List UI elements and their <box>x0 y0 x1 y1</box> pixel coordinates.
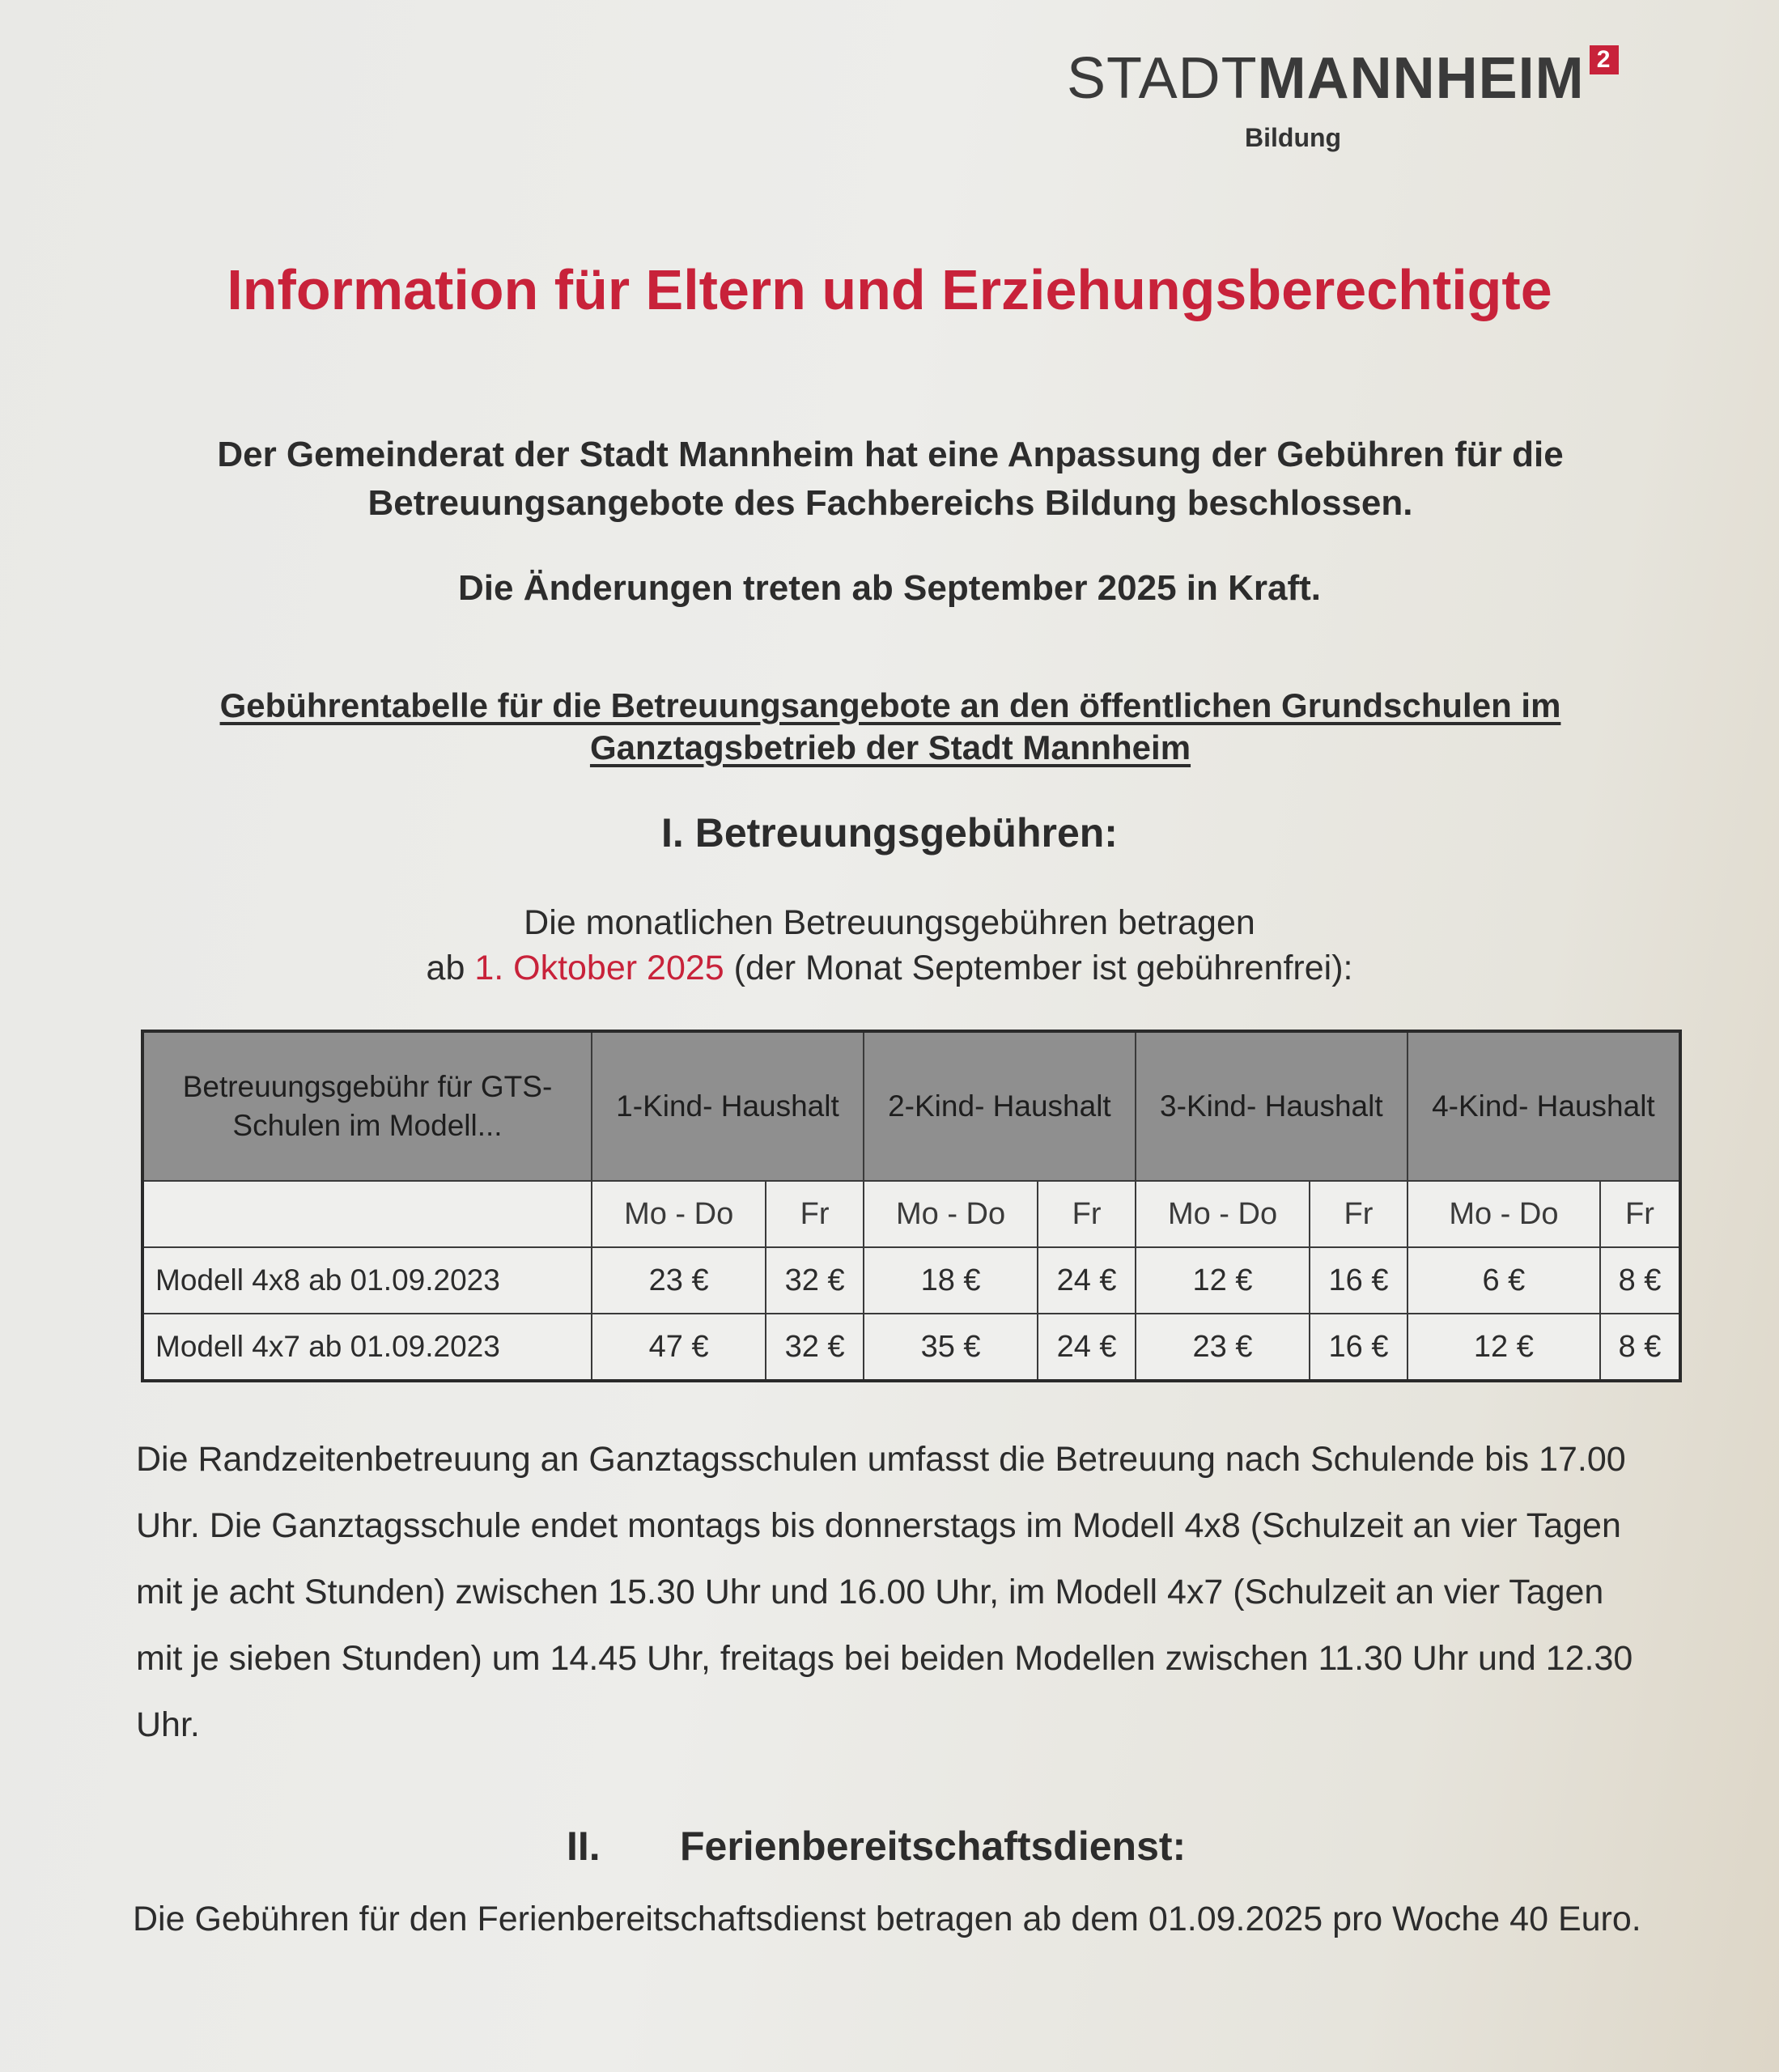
day-header: Mo - Do <box>1407 1181 1600 1247</box>
day-header: Fr <box>1600 1181 1680 1247</box>
household-header: 2-Kind- Haushalt <box>864 1031 1136 1181</box>
day-header: Mo - Do <box>1136 1181 1310 1247</box>
section-title: Ferienbereitschaftsdienst: <box>680 1824 1187 1869</box>
logo-wordmark <box>1067 42 1633 115</box>
fee-cell: 8 € <box>1600 1314 1680 1381</box>
fee-cell: 18 € <box>864 1247 1038 1314</box>
stadt-mannheim-logo <box>1067 42 1633 152</box>
section-heading-care-fees: I. Betreuungsgebühren: <box>661 810 1118 856</box>
table-row <box>142 1247 1680 1314</box>
holiday-service-paragraph: Die Gebühren für den Ferienbereitschaftsdienst betragen ab dem 01.09.2025 pro Woche 40 Euro. <box>133 1900 1641 1938</box>
section-heading-holiday-service <box>567 1823 1186 1870</box>
monthly-prefix: ab <box>426 949 475 987</box>
household-header: 1-Kind- Haushalt <box>592 1031 864 1181</box>
effective-date-notice: Die Änderungen treten ab September 2025 in Kraft. <box>457 568 1322 608</box>
days-row <box>142 1181 1680 1247</box>
fee-cell: 8 € <box>1600 1247 1680 1314</box>
page-title: Information für Eltern und Erziehungsberechtigte <box>227 258 1552 321</box>
row-label: Modell 4x7 ab 01.09.2023 <box>142 1314 592 1381</box>
monthly-start-date: 1. Oktober 2025 <box>474 949 724 987</box>
day-header: Mo - Do <box>864 1181 1038 1247</box>
fee-cell: 35 € <box>864 1314 1038 1381</box>
monthly-fees-intro <box>0 900 1779 991</box>
fee-cell: 16 € <box>1310 1314 1407 1381</box>
logo-subtitle: Bildung <box>1245 123 1342 152</box>
monthly-line-1: Die monatlichen Betreuungsgebühren betragen <box>524 903 1255 942</box>
monthly-suffix: (der Monat September ist gebührenfrei): <box>724 949 1353 987</box>
fee-cell: 23 € <box>1136 1314 1310 1381</box>
day-header: Fr <box>1038 1181 1136 1247</box>
day-header: Fr <box>1310 1181 1407 1247</box>
fee-cell: 24 € <box>1038 1247 1136 1314</box>
logo-word-stadt: STADT <box>1067 46 1258 111</box>
fee-table-title: Gebührentabelle für die Betreuungsangebote an den öffentlichen Grundschulen im Ganztagsbetrieb der Stadt Mannheim <box>219 686 1561 766</box>
row-label: Modell 4x8 ab 01.09.2023 <box>142 1247 592 1314</box>
monthly-line-2 <box>0 945 1779 991</box>
fee-cell: 23 € <box>592 1247 766 1314</box>
fee-table-header-row <box>142 1031 1680 1181</box>
section-number: II. <box>567 1824 601 1869</box>
day-header: Mo - Do <box>592 1181 766 1247</box>
fee-cell: 32 € <box>766 1314 864 1381</box>
logo-word-mannheim: MANNHEIM <box>1257 46 1585 111</box>
day-header: Fr <box>766 1181 864 1247</box>
fee-cell: 24 € <box>1038 1314 1136 1381</box>
fee-cell: 32 € <box>766 1247 864 1314</box>
fee-table-corner-header: Betreuungsgebühr für GTS-Schulen im Modell... <box>142 1031 592 1181</box>
fee-cell: 12 € <box>1136 1247 1310 1314</box>
household-header: 3-Kind- Haushalt <box>1136 1031 1407 1181</box>
fee-cell: 16 € <box>1310 1247 1407 1314</box>
extended-care-paragraph: Die Randzeitenbetreuung an Ganztagsschulen umfasst die Betreuung nach Schulende bis 17.00 Uhr. Die Ganztagsschule endet montags bis donnerstags im Modell 4x8 (Schulzeit an vier Tagen mit je acht Stunden) zwischen 15.30 Uhr und 16.00 Uhr, im Modell 4x7 (Schulzeit an vier Tagen mit je sieben Stunden) um 14.45 Uhr, freitags bei beiden Modellen zwischen 11.30 Uhr und 12.30 Uhr. <box>136 1440 1633 1744</box>
fee-cell: 12 € <box>1407 1314 1600 1381</box>
table-row <box>142 1314 1680 1381</box>
fee-cell: 47 € <box>592 1314 766 1381</box>
household-header: 4-Kind- Haushalt <box>1407 1031 1680 1181</box>
logo-badge: 2 <box>1590 45 1619 74</box>
fee-table <box>141 1030 1682 1382</box>
fee-cell: 6 € <box>1407 1247 1600 1314</box>
intro-text: Der Gemeinderat der Stadt Mannheim hat eine Anpassung der Gebühren für die Betreuungsangebote des Fachbereichs Bildung beschlossen. <box>217 435 1564 523</box>
days-row-empty-cell <box>142 1181 592 1247</box>
